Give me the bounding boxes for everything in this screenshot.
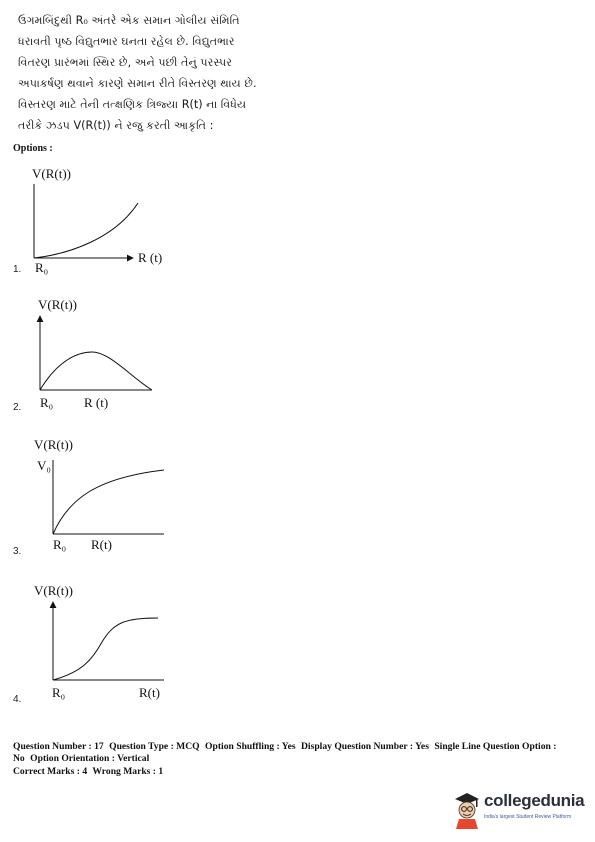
question-line: વિતરણ પ્રારંભમાં સ્થિર છે, અને પછી તેનું પરસ્પર (18, 56, 232, 69)
display-question-number: Display Question Number : Yes (301, 741, 429, 752)
origin-label: R₀ (52, 685, 66, 700)
single-line-option: Single Line Question Option : (434, 741, 557, 752)
question-meta-line-2 (13, 753, 152, 765)
question-meta-line-3 (13, 766, 166, 778)
correct-marks: Correct Marks : 4 (13, 766, 88, 777)
origin-label: R₀ (40, 395, 54, 410)
x-axis-label: R(t) (91, 537, 112, 552)
curve-sigmoid (53, 618, 158, 680)
collegedunia-logo (452, 787, 592, 831)
question-line: વિસ્તરણ માટે તેની તત્ક્ષણિક ત્રિજ્યા R(t) ના વિધેય (18, 98, 247, 111)
option-1-number[interactable]: 1. (13, 264, 22, 275)
y-axis-label: V(R(t)) (34, 437, 73, 452)
origin-label: R₀ (35, 260, 49, 275)
x-axis-label: R(t) (139, 685, 160, 700)
question-line: તરીકે ઝડપ V(R(t)) ને રજુ કરતી આકૃતિ : (18, 119, 214, 132)
y-axis-label: V(R(t)) (38, 297, 77, 312)
logo-tagline: India's largest Student Review Platform (484, 814, 572, 820)
v0-label: V₀ (37, 458, 51, 473)
option-shuffling: Option Shuffling : Yes (205, 741, 296, 752)
option-orientation: Option Orientation : Vertical (30, 753, 150, 764)
y-axis-label: V(R(t)) (34, 583, 73, 598)
single-line-value: No (13, 753, 25, 764)
curve-increasing-saturating (53, 470, 164, 534)
logo-wordmark: collegedunia (484, 791, 585, 810)
question-type: Question Type : MCQ (109, 741, 200, 752)
wrong-marks: Wrong Marks : 1 (92, 766, 164, 777)
origin-label: R₀ (53, 537, 67, 552)
curve-increasing-convex (34, 203, 138, 258)
x-axis-label: R (t) (84, 395, 109, 410)
question-line: ધરાવતી પૃષ્ઠ વિદ્યુતભાર ઘનતા રહેલ છે. વિદ્યુતભાર (18, 35, 235, 48)
options-heading: Options : (13, 143, 53, 154)
x-axis-label: R (t) (138, 250, 163, 265)
question-meta-line-1 (13, 741, 559, 753)
option-2-number[interactable]: 2. (13, 402, 22, 413)
question-line: અપાકર્ષણ થવાને કારણે સમાન રીતે વિસ્તરણ થાય છે. (18, 77, 257, 90)
y-axis-label: V(R(t)) (32, 166, 71, 181)
question-number: Question Number : 17 (13, 741, 104, 752)
option-4-number[interactable]: 4. (13, 694, 22, 705)
option-3-number[interactable]: 3. (13, 546, 22, 557)
mascot-icon (452, 789, 482, 829)
curve-rise-then-fall (40, 352, 152, 390)
question-line: ઉગમબિંદુથી R₀ અંતરે એક સમાન ગોલીય સંમિતિ (18, 14, 240, 27)
